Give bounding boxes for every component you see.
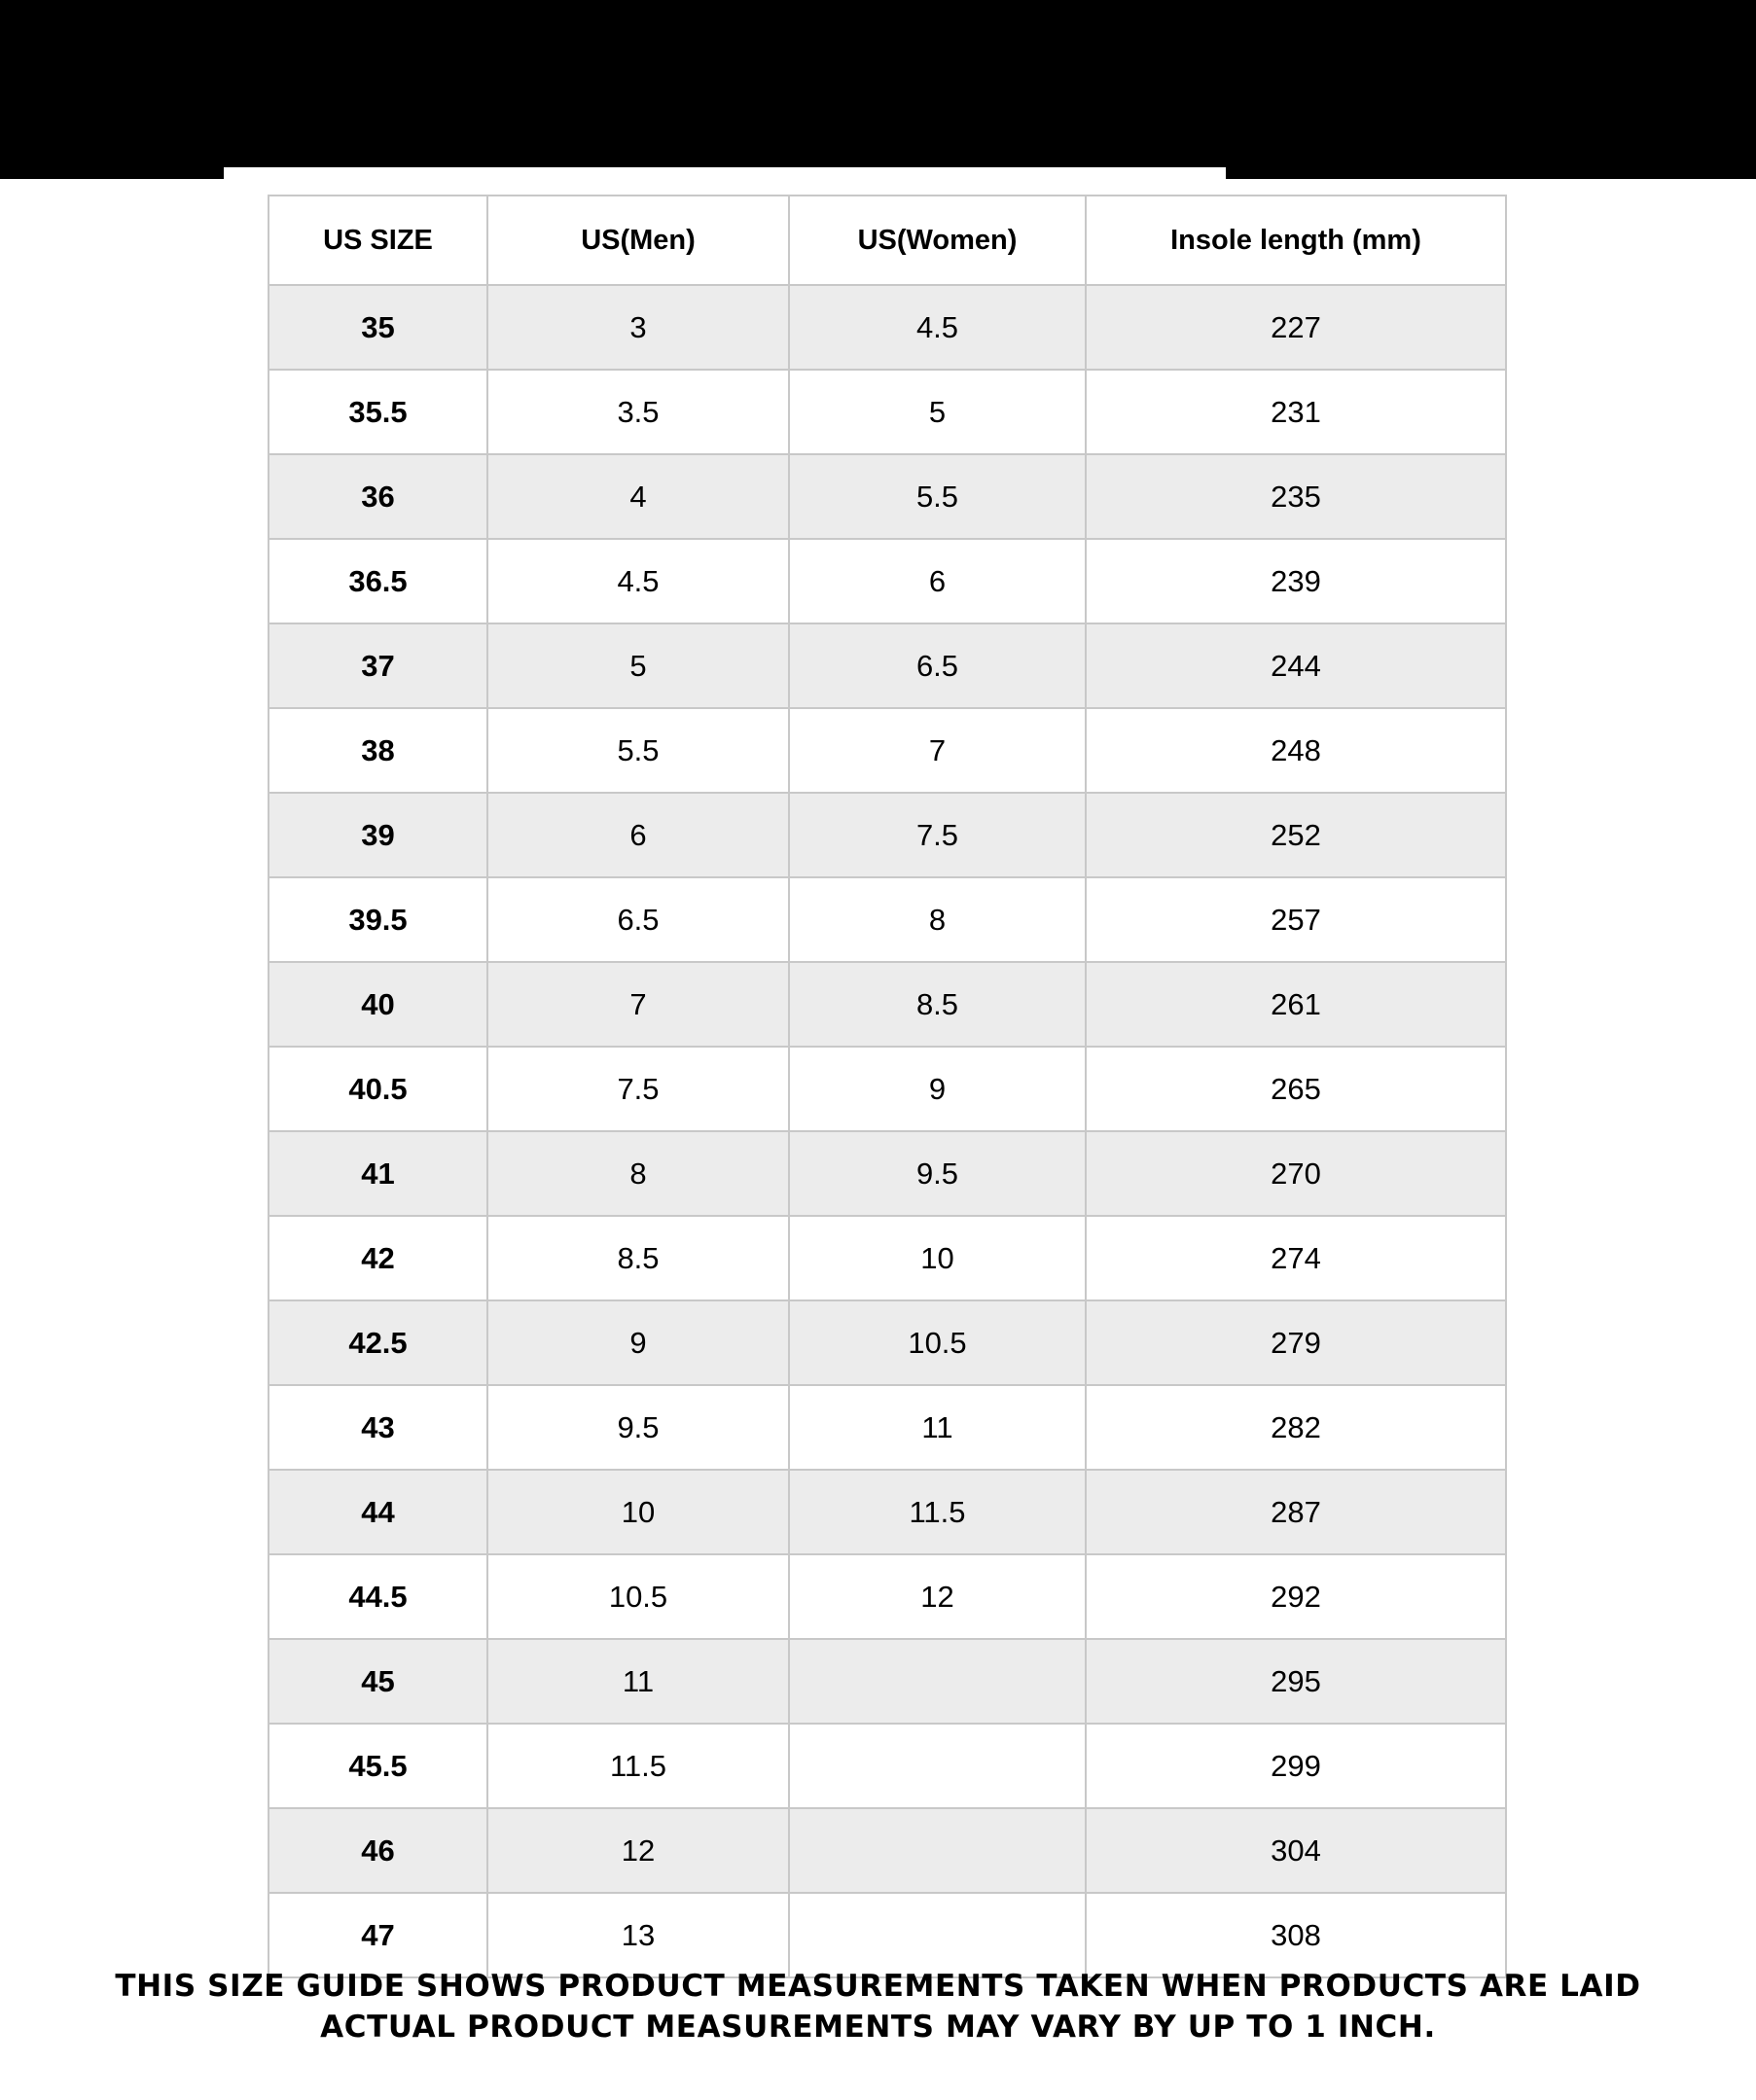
cell-us-size: 35 [269,285,487,370]
cell-us-size: 38 [269,708,487,793]
cell-insole-length: 308 [1086,1893,1506,1977]
cell-us-size: 47 [269,1893,487,1977]
table-row [269,454,1506,539]
cell-us-men: 7.5 [487,1047,789,1131]
cell-insole-length: 274 [1086,1216,1506,1300]
cell-insole-length: 235 [1086,454,1506,539]
cell-insole-length: 231 [1086,370,1506,454]
table-row [269,877,1506,962]
cell-insole-length: 252 [1086,793,1506,877]
cell-insole-length: 279 [1086,1300,1506,1385]
cell-us-men: 8.5 [487,1216,789,1300]
cell-us-women: 5.5 [789,454,1086,539]
cell-insole-length: 282 [1086,1385,1506,1470]
table-row [269,1554,1506,1639]
cell-us-women: 7.5 [789,793,1086,877]
cell-us-size: 37 [269,623,487,708]
cell-us-size: 40 [269,962,487,1047]
cell-us-women: 11.5 [789,1470,1086,1554]
table-row [269,708,1506,793]
table-row [269,1470,1506,1554]
cell-insole-length: 292 [1086,1554,1506,1639]
cell-us-size: 42 [269,1216,487,1300]
cell-us-size: 39 [269,793,487,877]
cell-us-women: 4.5 [789,285,1086,370]
cell-us-men: 12 [487,1808,789,1893]
cell-us-men: 11 [487,1639,789,1724]
table-row [269,1385,1506,1470]
top-black-band-left-notch [0,167,224,179]
cell-insole-length: 261 [1086,962,1506,1047]
size-table-container [268,195,1505,1978]
cell-us-men: 9.5 [487,1385,789,1470]
cell-us-size: 46 [269,1808,487,1893]
cell-us-men: 3.5 [487,370,789,454]
cell-us-women: 9 [789,1047,1086,1131]
top-black-band [0,0,1756,167]
cell-us-women: 12 [789,1554,1086,1639]
cell-us-men: 9 [487,1300,789,1385]
cell-us-men: 5 [487,623,789,708]
cell-us-women [789,1724,1086,1808]
cell-us-size: 42.5 [269,1300,487,1385]
footer-note-line-2: ACTUAL PRODUCT MEASUREMENTS MAY VARY BY UP TO 1 INCH. [320,2009,1436,2045]
table-row [269,285,1506,370]
table-row [269,793,1506,877]
cell-us-men: 13 [487,1893,789,1977]
cell-insole-length: 304 [1086,1808,1506,1893]
cell-us-size: 36 [269,454,487,539]
table-row [269,623,1506,708]
cell-us-men: 3 [487,285,789,370]
cell-insole-length: 270 [1086,1131,1506,1216]
cell-us-size: 45.5 [269,1724,487,1808]
column-header-insole-length: Insole length (mm) [1086,196,1506,285]
cell-us-women: 9.5 [789,1131,1086,1216]
cell-us-size: 35.5 [269,370,487,454]
cell-us-women: 11 [789,1385,1086,1470]
table-header-row [269,196,1506,285]
cell-us-men: 6 [487,793,789,877]
column-header-us-size: US SIZE [269,196,487,285]
cell-us-women [789,1893,1086,1977]
table-row [269,1639,1506,1724]
cell-us-women: 6 [789,539,1086,623]
cell-us-size: 36.5 [269,539,487,623]
table-body [269,285,1506,1977]
column-header-us-women: US(Women) [789,196,1086,285]
cell-insole-length: 299 [1086,1724,1506,1808]
table-row [269,1216,1506,1300]
cell-us-men: 4 [487,454,789,539]
cell-insole-length: 265 [1086,1047,1506,1131]
table-row [269,1893,1506,1977]
cell-insole-length: 227 [1086,285,1506,370]
cell-us-size: 44.5 [269,1554,487,1639]
cell-us-men: 10 [487,1470,789,1554]
table-row [269,1724,1506,1808]
table-row [269,1300,1506,1385]
cell-us-women: 5 [789,370,1086,454]
cell-us-men: 4.5 [487,539,789,623]
table-row [269,370,1506,454]
table-row [269,1047,1506,1131]
cell-us-men: 6.5 [487,877,789,962]
cell-us-women [789,1808,1086,1893]
cell-us-men: 7 [487,962,789,1047]
table-row [269,1808,1506,1893]
top-black-band-right-notch [1226,167,1756,179]
cell-us-men: 8 [487,1131,789,1216]
cell-insole-length: 287 [1086,1470,1506,1554]
table-row [269,1131,1506,1216]
cell-us-men: 5.5 [487,708,789,793]
cell-us-women [789,1639,1086,1724]
footer-note-line-1: THIS SIZE GUIDE SHOWS PRODUCT MEASUREMENTS TAKEN WHEN PRODUCTS ARE LAID [115,1969,1641,2004]
cell-insole-length: 239 [1086,539,1506,623]
table-row [269,962,1506,1047]
cell-us-men: 11.5 [487,1724,789,1808]
table-row [269,539,1506,623]
cell-us-women: 7 [789,708,1086,793]
cell-us-size: 39.5 [269,877,487,962]
cell-insole-length: 295 [1086,1639,1506,1724]
cell-us-size: 44 [269,1470,487,1554]
cell-us-men: 10.5 [487,1554,789,1639]
cell-us-women: 8 [789,877,1086,962]
cell-us-women: 10.5 [789,1300,1086,1385]
footer-note [0,1967,1756,2048]
cell-insole-length: 257 [1086,877,1506,962]
table-header [269,196,1506,285]
cell-us-size: 40.5 [269,1047,487,1131]
cell-us-size: 43 [269,1385,487,1470]
cell-us-size: 45 [269,1639,487,1724]
cell-insole-length: 244 [1086,623,1506,708]
column-header-us-men: US(Men) [487,196,789,285]
cell-us-size: 41 [269,1131,487,1216]
cell-us-women: 10 [789,1216,1086,1300]
cell-insole-length: 248 [1086,708,1506,793]
cell-us-women: 6.5 [789,623,1086,708]
size-table [268,195,1507,1978]
cell-us-women: 8.5 [789,962,1086,1047]
